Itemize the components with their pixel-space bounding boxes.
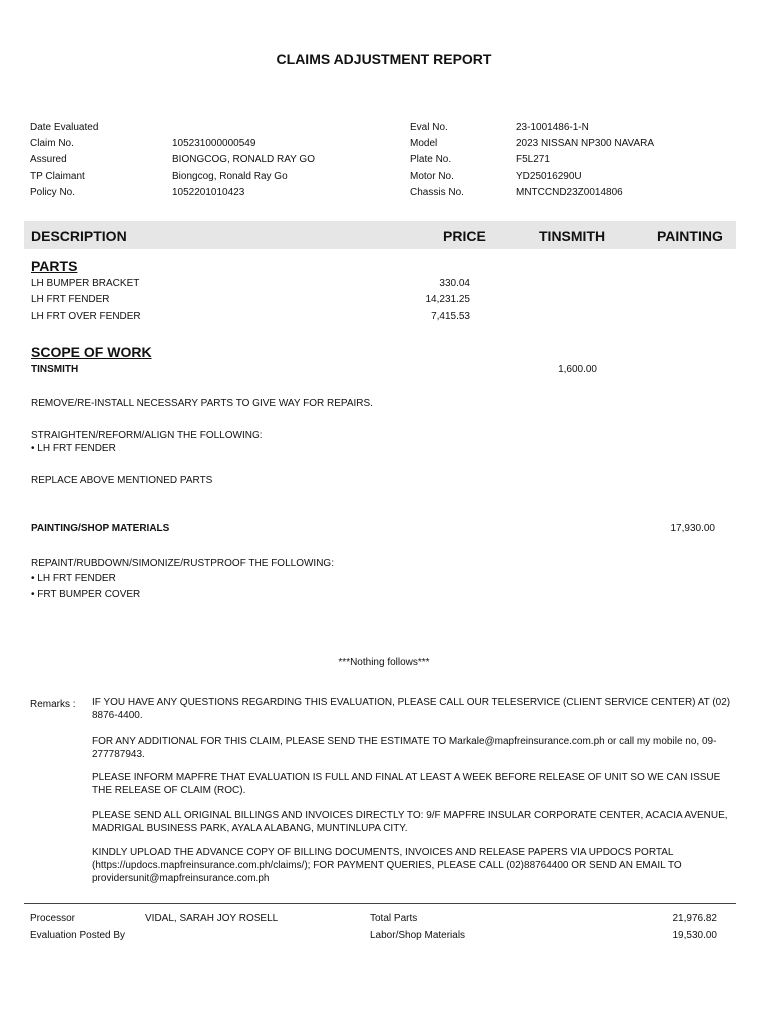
col-painting: PAINTING xyxy=(657,228,723,244)
remarks-paragraph: FOR ANY ADDITIONAL FOR THIS CLAIM, PLEASE SEND THE ESTIMATE TO Markale@mapfreinsurance.com.ph or call my mobile no, 09-277787943. xyxy=(92,736,717,760)
policy-no-label: Policy No. xyxy=(30,187,76,198)
nothing-follows: ***Nothing follows*** xyxy=(338,657,430,668)
plate-no-label: Plate No. xyxy=(410,154,452,165)
part-price: 330.04 xyxy=(439,278,470,289)
painting-label: PAINTING/SHOP MATERIALS xyxy=(31,523,170,534)
scope-heading: SCOPE OF WORK xyxy=(31,344,152,360)
painting-amount: 17,930.00 xyxy=(670,523,715,534)
plate-no-value: F5L271 xyxy=(516,154,550,165)
posted-by-label: Evaluation Posted By xyxy=(30,930,126,941)
motor-no-value: YD25016290U xyxy=(516,171,582,182)
scope-line: REPAINT/RUBDOWN/SIMONIZE/RUSTPROOF THE FOLLOWING: xyxy=(31,558,334,569)
assured-label: Assured xyxy=(30,154,67,165)
part-name: LH FRT FENDER xyxy=(31,294,110,305)
remarks-paragraph: PLEASE SEND ALL ORIGINAL BILLINGS AND INVOICES DIRECTLY TO: 9/F MAPFRE INSULAR CORPORATE CENTER, ACACIA AVENUE, MADRIGAL BUSINESS PARK, AYALA ALABANG, MUNTINLUPA CITY. xyxy=(92,810,728,834)
scope-line: STRAIGHTEN/REFORM/ALIGN THE FOLLOWING: xyxy=(31,430,263,441)
remarks-paragraph: PLEASE INFORM MAPFRE THAT EVALUATION IS FULL AND FINAL AT LEAST A WEEK BEFORE RELEASE OF UNIT SO WE CAN ISSUE THE RELEASE OF CLAIM (ROC). xyxy=(92,772,721,796)
footer-divider xyxy=(24,903,736,904)
date-evaluated-label: Date Evaluated xyxy=(30,122,99,133)
total-parts-label: Total Parts xyxy=(370,913,418,924)
parts-heading: PARTS xyxy=(31,258,78,274)
scope-bullet: • LH FRT FENDER xyxy=(31,573,116,584)
motor-no-label: Motor No. xyxy=(410,171,454,182)
eval-no-value: 23-1001486-1-N xyxy=(516,122,589,133)
eval-no-label: Eval No. xyxy=(410,122,448,133)
scope-bullet: • FRT BUMPER COVER xyxy=(31,589,141,600)
labor-value: 19,530.00 xyxy=(672,930,717,941)
assured-value: BIONGCOG, RONALD RAY GO xyxy=(172,154,315,165)
col-tinsmith: TINSMITH xyxy=(539,228,606,244)
scope-line: REMOVE/RE-INSTALL NECESSARY PARTS TO GIVE WAY FOR REPAIRS. xyxy=(31,398,373,409)
remarks-paragraph: IF YOU HAVE ANY QUESTIONS REGARDING THIS EVALUATION, PLEASE CALL OUR TELESERVICE (CLIENT SERVICE CENTER) AT (02) 8876-4400. xyxy=(92,697,731,721)
scope-line: REPLACE ABOVE MENTIONED PARTS xyxy=(31,475,213,486)
col-price: PRICE xyxy=(443,228,486,244)
total-parts-value: 21,976.82 xyxy=(672,913,717,924)
tp-claimant-label: TP Claimant xyxy=(30,171,85,182)
chassis-no-label: Chassis No. xyxy=(410,187,464,198)
part-price: 7,415.53 xyxy=(431,311,470,322)
labor-label: Labor/Shop Materials xyxy=(370,930,466,941)
tp-claimant-value: Biongcog, Ronald Ray Go xyxy=(172,171,288,182)
processor-value: VIDAL, SARAH JOY ROSELL xyxy=(145,913,279,924)
part-price: 14,231.25 xyxy=(425,294,470,305)
tinsmith-label: TINSMITH xyxy=(31,364,79,375)
policy-no-value: 1052201010423 xyxy=(172,187,245,198)
report-title: CLAIMS ADJUSTMENT REPORT xyxy=(276,51,492,67)
claim-no-value: 105231000000549 xyxy=(172,138,256,149)
remarks-label: Remarks : xyxy=(30,699,76,710)
chassis-no-value: MNTCCND23Z0014806 xyxy=(516,187,623,198)
claim-no-label: Claim No. xyxy=(30,138,74,149)
model-label: Model xyxy=(410,138,438,149)
part-name: LH BUMPER BRACKET xyxy=(31,278,140,289)
remarks-paragraph: KINDLY UPLOAD THE ADVANCE COPY OF BILLING DOCUMENTS, INVOICES AND RELEASE PAPERS VIA UPDOCS PORTAL (https://updocs.mapfreinsurance.com.ph/claims/); FOR PAYMENT QUERIES, PLEASE CALL (02)88764400 OR SEND AN EMAIL TO providersunit@mapfreinsurance.com.ph xyxy=(92,847,682,884)
scope-bullet: • LH FRT FENDER xyxy=(31,443,116,454)
col-description: DESCRIPTION xyxy=(31,228,127,244)
part-name: LH FRT OVER FENDER xyxy=(31,311,141,322)
table-header-bar xyxy=(24,221,736,249)
model-value: 2023 NISSAN NP300 NAVARA xyxy=(516,138,655,149)
processor-label: Processor xyxy=(30,913,76,924)
tinsmith-amount: 1,600.00 xyxy=(558,364,597,375)
